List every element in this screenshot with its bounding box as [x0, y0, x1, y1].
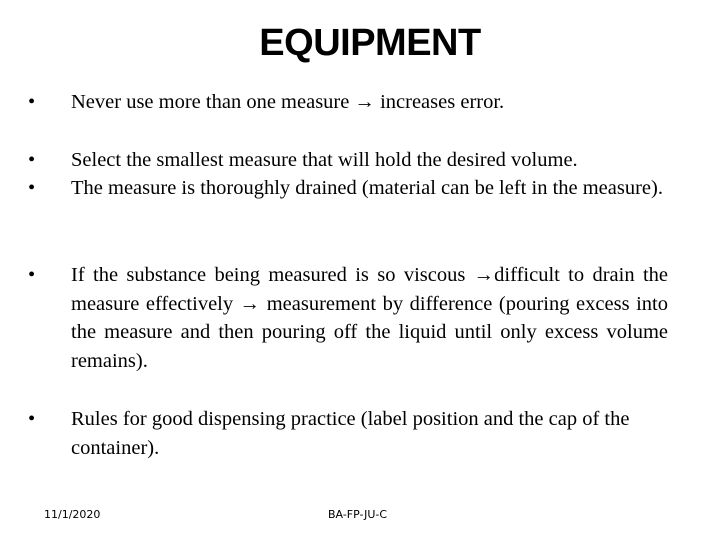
bullet-icon: •	[28, 91, 36, 113]
bullet-text: The measure is thoroughly drained (material can be left in the measure).	[71, 177, 663, 199]
footer-code: BA-FP-JU-C	[328, 508, 388, 521]
bullet-text: Rules for good dispensing practice (label position and the cap of the container).	[71, 408, 630, 459]
footer-date: 11/1/2020	[44, 508, 101, 521]
bullet-text: If the substance being measured is so viscous →difficult to drain the measure effectively → measurement by difference (pouring excess into the measure and then pouring off the liquid until only excess volume remains).	[71, 264, 668, 372]
bullet-item	[28, 146, 668, 175]
bullet-icon: •	[28, 408, 36, 430]
bullet-icon: •	[28, 149, 36, 171]
bullet-text: Select the smallest measure that will hold the desired volume.	[71, 149, 578, 171]
bullet-item	[28, 88, 668, 117]
bullet-item	[28, 405, 668, 462]
slide-title: EQUIPMENT	[259, 22, 481, 64]
bullet-text: Never use more than one measure → increases error.	[71, 91, 505, 113]
bullet-icon: •	[28, 264, 36, 286]
bullet-item	[28, 174, 668, 203]
bullet-icon: •	[28, 177, 36, 199]
bullet-item	[28, 261, 668, 375]
